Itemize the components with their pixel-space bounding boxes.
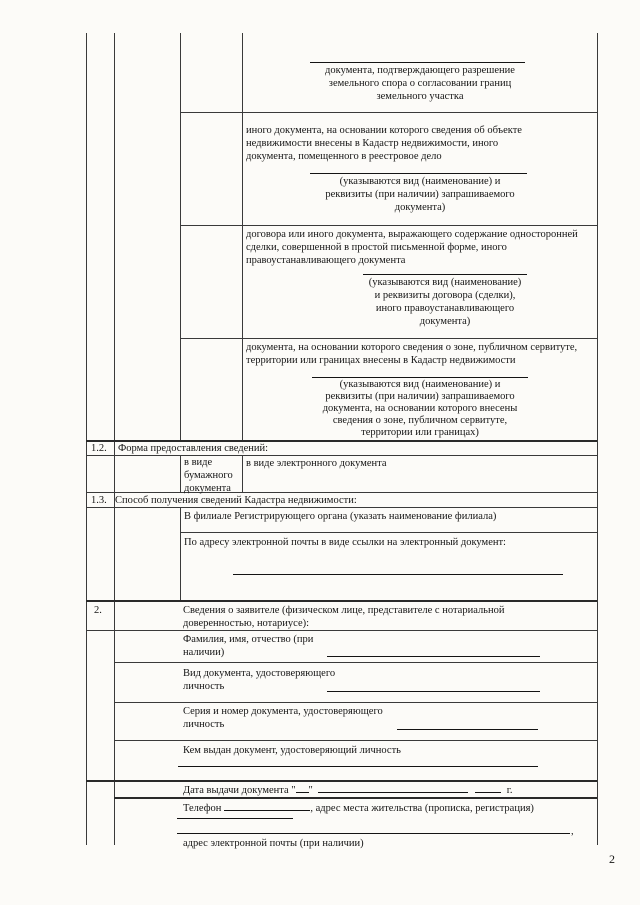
blank-line	[327, 656, 540, 657]
issue-date-quote: "	[308, 785, 313, 796]
email-note: адрес электронной почты (при наличии)	[183, 838, 364, 849]
page-number: 2	[609, 852, 615, 866]
table-col-c-border	[242, 455, 243, 492]
field-issue-date	[183, 782, 512, 797]
blank-overline	[363, 274, 527, 275]
blank-line	[233, 574, 563, 575]
blank-line	[327, 691, 540, 692]
caption-line: реквизиты (при наличии) запрашиваемого	[325, 391, 515, 402]
zone-doc-text: документа, на основании которого сведения о зоне, публичном сервитуте, территории или границах внесены в Кадастр недвижимости	[246, 342, 578, 366]
table-col-b-border	[180, 33, 181, 440]
blank-phone	[224, 800, 310, 811]
field-label-id-doc-type: Вид документа, удостоверяющего личность	[183, 668, 336, 692]
caption-line: реквизиты (при наличии) запрашиваемого	[325, 189, 515, 200]
table-row-line	[86, 455, 597, 456]
table-row-line	[86, 492, 597, 493]
table-col-b-border	[180, 507, 181, 600]
blank-line	[397, 729, 538, 730]
row-1-2-title: Форма предоставления сведений:	[118, 443, 269, 454]
caption-line: документа)	[394, 202, 446, 213]
caption-line: (указываются вид (наименование) и	[339, 176, 501, 187]
table-row-line	[180, 338, 597, 339]
blank-overline	[310, 62, 525, 63]
contract-doc-text: договора или иного документа, выражающего содержание односторонней сделки, совершенной в простой письменной форме, иного правоустанавливающего документа	[246, 229, 578, 266]
blank-line	[178, 766, 538, 767]
row-1-3-number: 1.3.	[91, 495, 107, 506]
continuation-resolution-caption	[280, 64, 560, 103]
option-branch-office: В филиале Регистрирующего органа (указать наименование филиала)	[184, 511, 497, 522]
field-label-full-name: Фамилия, имя, отчество (при наличии)	[183, 634, 314, 658]
table-row-line	[114, 662, 597, 663]
table-row-line	[114, 702, 597, 703]
blank-line	[177, 833, 570, 834]
table-row-line	[180, 532, 597, 533]
table-row-line	[86, 507, 597, 508]
table-row-line	[86, 630, 597, 631]
caption-line: и реквизиты договора (сделки),	[374, 290, 516, 301]
issue-date-label: Дата выдачи документа "	[183, 785, 296, 796]
blank-overline	[310, 173, 527, 174]
caption-line: земельного спора о согласовании границ	[328, 78, 512, 89]
applicant-section-title: Сведения о заявителе (физическом лице, представителе с нотариальной доверенностью, нотариусе):	[183, 605, 505, 629]
blank-month	[318, 782, 468, 793]
field-label-id-doc-number: Серия и номер документа, удостоверяющего личность	[183, 706, 383, 730]
blank-day	[296, 782, 309, 793]
caption-line: (указываются вид (наименование)	[368, 277, 522, 288]
field-label-id-doc-issuer: Кем выдан документ, удостоверяющий личность	[183, 745, 401, 756]
option-paper-document: в виде бумажного документа	[184, 457, 233, 494]
table-col-b-border	[180, 455, 181, 492]
table-col-c-border	[242, 33, 243, 440]
blank-year	[475, 782, 501, 793]
table-right-border	[597, 33, 598, 845]
row-1-3-title: Способ получения сведений Кадастра недвижимости:	[115, 495, 357, 506]
issue-date-suffix: г.	[506, 785, 513, 796]
blank-overline	[312, 377, 528, 378]
table-row-line	[180, 112, 597, 113]
field-phone-address	[183, 800, 534, 815]
row-1-2-number: 1.2.	[91, 443, 107, 454]
other-doc-text: иного документа, на основании которого сведения об объекте недвижимости внесены в Кадастр недвижимости, иного документа, помещенного в реестровое дело	[246, 125, 522, 162]
table-row-line	[114, 740, 597, 741]
table-row-line	[86, 600, 597, 602]
table-row-line	[180, 225, 597, 226]
trailing-comma: ,	[571, 826, 574, 837]
blank-line	[177, 818, 293, 819]
table-left-border	[86, 33, 87, 845]
caption-line: земельного участка	[376, 91, 464, 102]
caption-line: документа, подтверждающего разрешение	[325, 65, 515, 76]
caption-line: документа)	[419, 316, 471, 327]
table-row-line	[114, 797, 597, 799]
caption-line: территории или границах)	[361, 427, 479, 438]
address-label: , адрес места жительства (прописка, регистрация)	[310, 803, 534, 814]
contract-doc-caption	[300, 276, 590, 328]
other-doc-caption	[280, 175, 560, 214]
caption-line: сведения о зоне, публичном сервитуте,	[332, 415, 508, 426]
phone-label: Телефон	[183, 803, 222, 814]
caption-line: документа, на основании которого внесены	[322, 403, 518, 414]
caption-line: (указываются вид (наименование) и	[339, 379, 501, 390]
option-email-link: По адресу электронной почты в виде ссылки на электронный документ:	[184, 537, 506, 548]
option-electronic-document: в виде электронного документа	[246, 458, 387, 469]
row-2-number: 2.	[94, 605, 102, 616]
table-col-a-border	[114, 33, 115, 845]
caption-line: иного правоустанавливающего	[375, 303, 515, 314]
zone-doc-caption	[275, 379, 565, 439]
